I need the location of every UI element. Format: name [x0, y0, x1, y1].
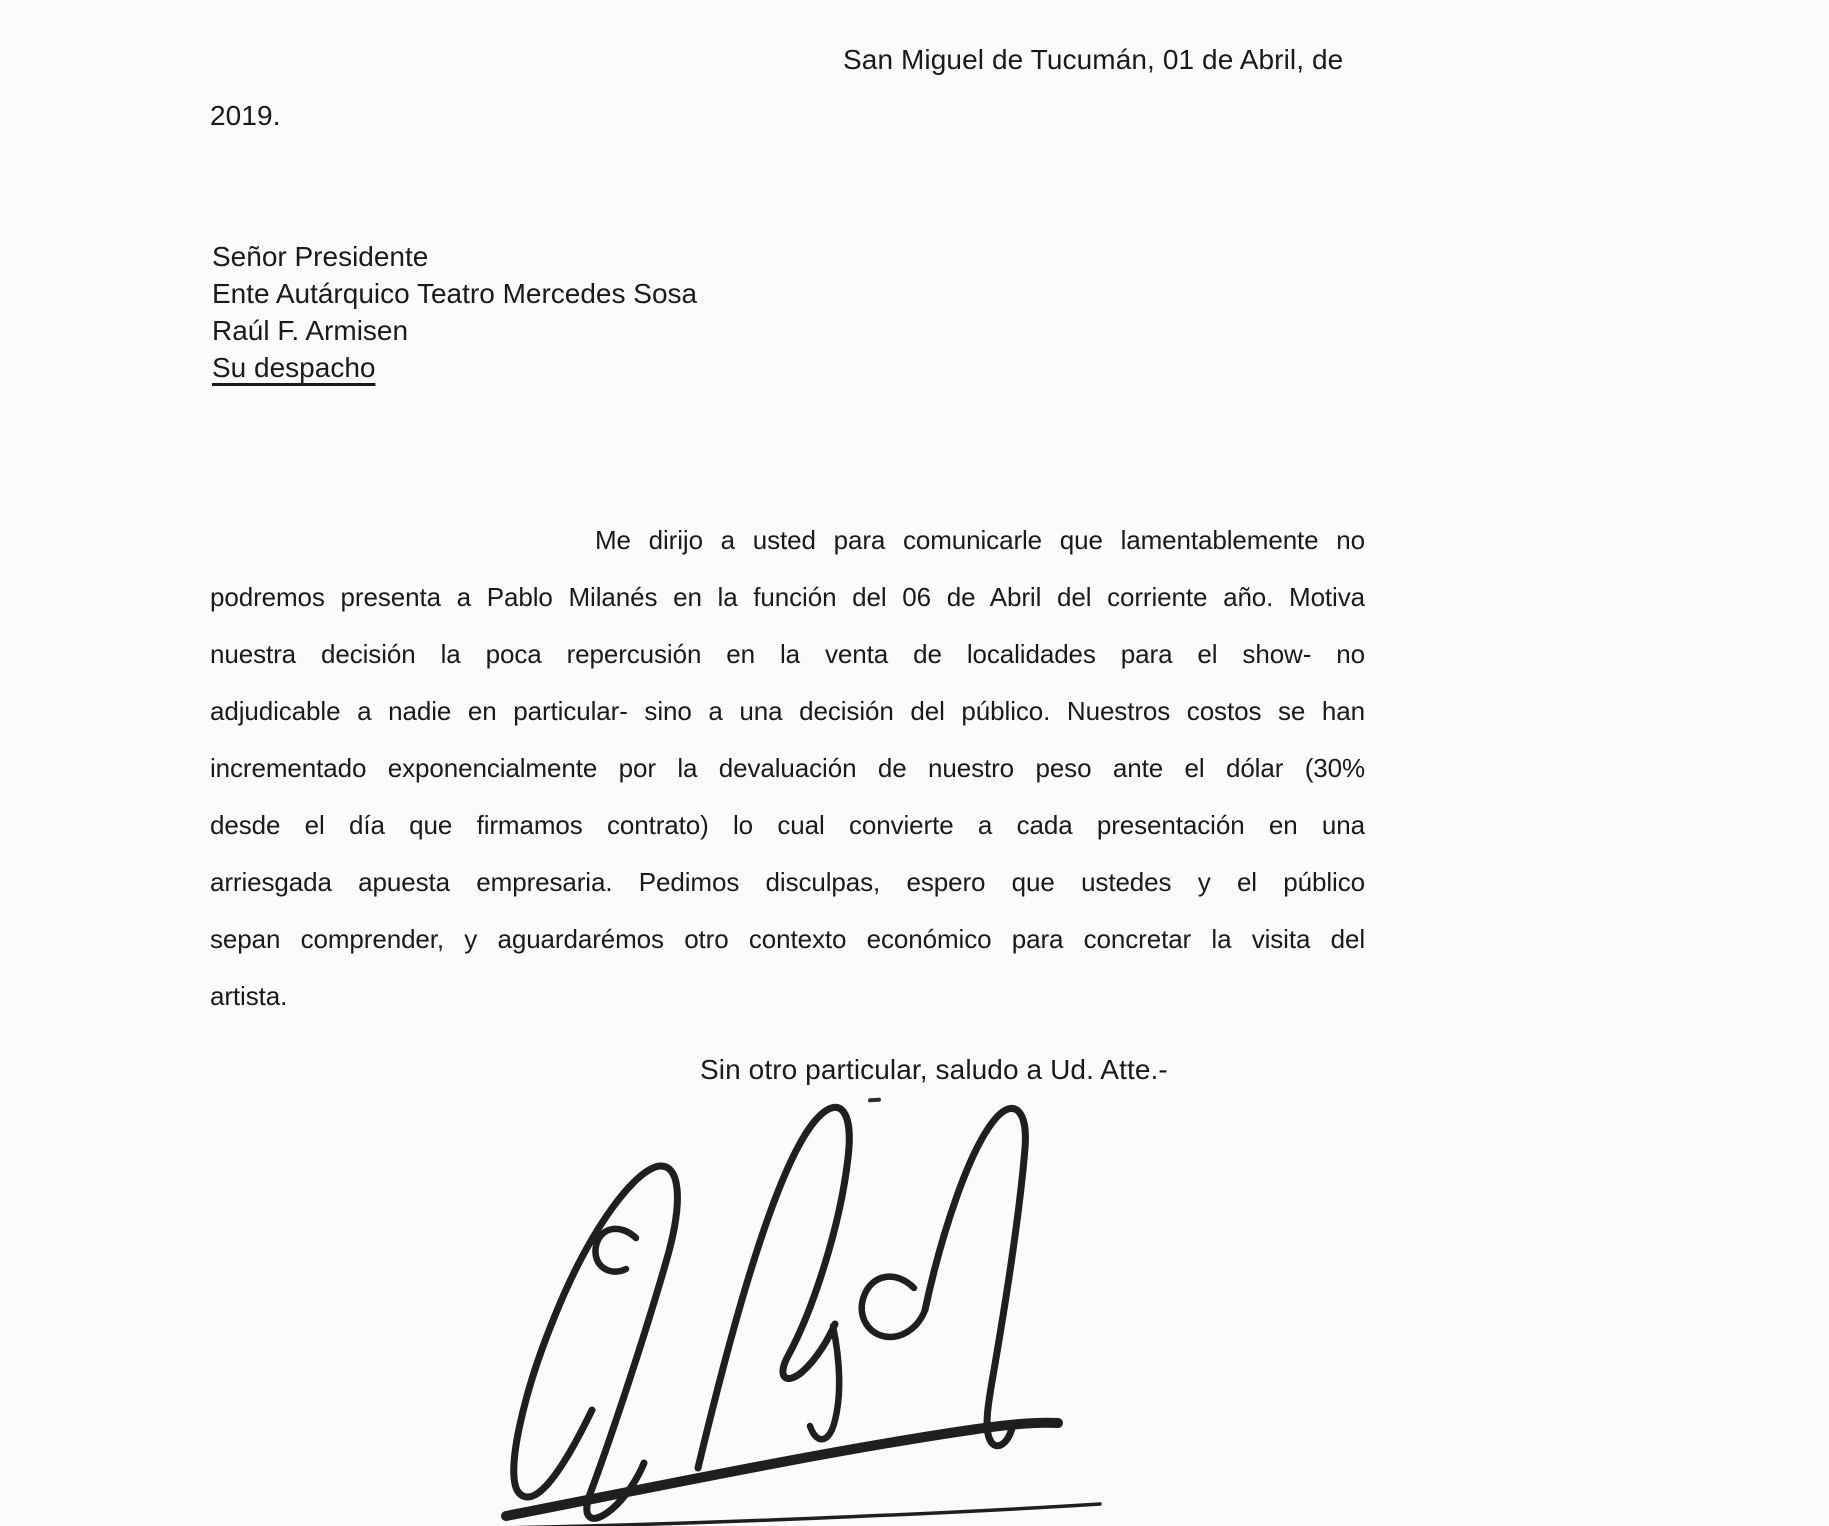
body-line: adjudicable a nadie en particular- sino a una decisión del público. Nuestros costos se han — [210, 696, 1365, 726]
signature — [440, 1080, 1140, 1526]
closing-salutation: Sin otro particular, saludo a Ud. Atte.- — [700, 1054, 1168, 1085]
body-line: Me dirijo a usted para comunicarle que lamentablemente no — [595, 525, 1365, 555]
recipient-block — [212, 238, 697, 386]
body-line: desde el día que firmamos contrato) lo cual convierte a cada presentación en una — [210, 810, 1365, 840]
dateline-year: 2019. — [210, 100, 281, 131]
body-line: podremos presenta a Pablo Milanés en la función del 06 de Abril del corriente año. Motiva — [210, 582, 1365, 612]
recipient-name: Raúl F. Armisen — [212, 315, 409, 346]
body-line: arriesgada apuesta empresaria. Pedimos disculpas, espero que ustedes y el público — [210, 867, 1365, 897]
body-line: sepan comprender, y aguardarémos otro contexto económico para concretar la visita del — [210, 924, 1365, 954]
recipient-despacho: Su despacho — [212, 352, 376, 383]
recipient-title: Señor Presidente — [212, 241, 429, 272]
body-line: nuestra decisión la poca repercusión en la venta de localidades para el show- no — [210, 639, 1365, 669]
body-line: artista. — [210, 981, 288, 1011]
body-line: incrementado exponencialmente por la devaluación de nuestro peso ante el dólar (30% — [210, 753, 1365, 783]
letter-body — [210, 512, 1365, 1025]
recipient-organization: Ente Autárquico Teatro Mercedes Sosa — [212, 278, 698, 309]
handwritten-signature-icon — [440, 1080, 1140, 1526]
dateline: San Miguel de Tucumán, 01 de Abril, de — [843, 44, 1344, 75]
